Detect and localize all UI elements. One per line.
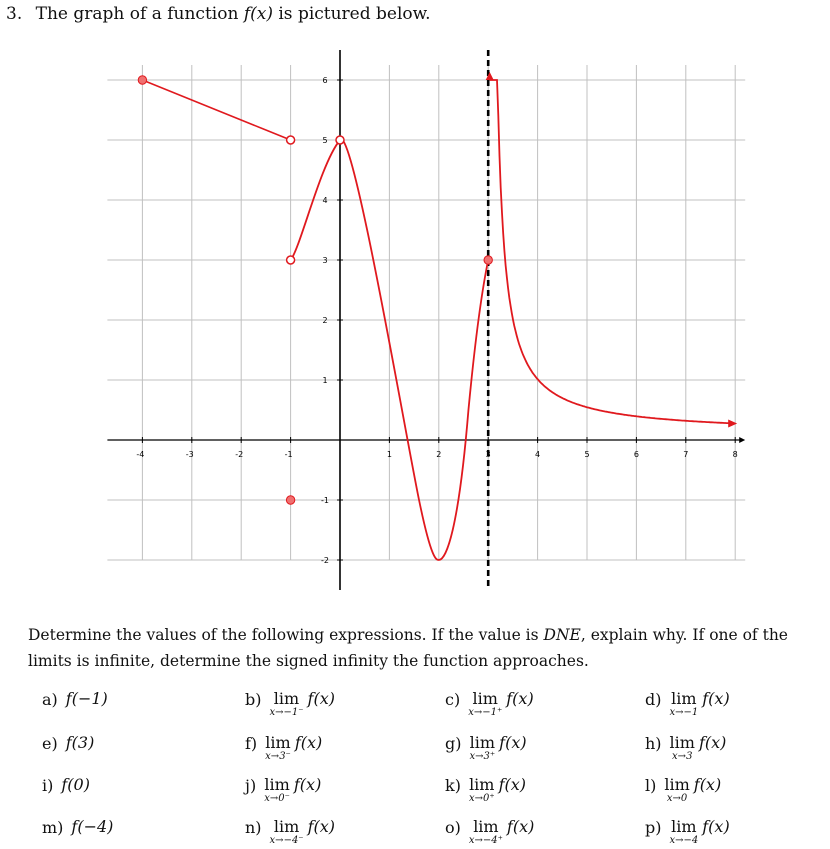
limit-operator (469, 818, 503, 846)
limit-operator (469, 734, 495, 762)
problem-label: l) (645, 776, 657, 795)
limit-subscript: x→−1 (669, 707, 699, 718)
problem-label: e) (42, 734, 58, 753)
x-tick-label: 2 (436, 450, 442, 459)
limit-word: lim (671, 689, 697, 708)
limit-word: lim (469, 775, 495, 794)
arrow-up-head (486, 72, 494, 80)
problem-item (42, 776, 90, 806)
problem-expression: f(0) (61, 775, 90, 794)
open-point (336, 136, 344, 144)
x-tick-label: -2 (235, 450, 244, 459)
limit-subscript: x→3⁻ (265, 751, 291, 762)
y-tick-label: -2 (321, 556, 329, 565)
problem-item (445, 734, 527, 764)
limit-word: lim (265, 733, 291, 752)
segment-left (142, 80, 290, 140)
problem-item (245, 734, 322, 764)
problem-label: m) (42, 818, 64, 837)
problem-label: a) (42, 690, 58, 709)
limit-word: lim (664, 775, 690, 794)
problem-expression: f(x) (294, 733, 323, 752)
limit-subscript: x→0⁺ (468, 793, 495, 804)
limit-subscript: x→−1⁻ (269, 707, 304, 718)
problem-label: p) (645, 818, 662, 837)
problem-expression: f(x) (693, 775, 722, 794)
problem-label: b) (245, 690, 262, 709)
problem-item (645, 776, 721, 806)
limit-word: lim (273, 689, 300, 708)
x-tick-label: -4 (136, 450, 145, 459)
header-text-before: The graph of a function (35, 4, 239, 24)
arrow-right-head (728, 419, 737, 427)
problem-item (445, 818, 534, 848)
x-axis-arrow (739, 437, 745, 443)
closed-point (286, 496, 294, 504)
problem-expression: f(3) (65, 733, 95, 752)
problem-expression: f(−4) (71, 817, 114, 836)
problem-item (645, 734, 726, 764)
problem-item (445, 776, 526, 806)
instructions-dne: DNE (543, 626, 581, 644)
function-graph (0, 40, 830, 600)
problem-label: o) (445, 818, 461, 837)
limit-subscript: x→0 (666, 793, 688, 804)
limit-operator (669, 690, 698, 718)
problem-expression: f(x) (702, 817, 730, 836)
y-tick-label: 3 (322, 256, 328, 265)
problem-item (645, 690, 730, 720)
problem-item (42, 818, 113, 848)
closed-point (484, 256, 492, 264)
limit-word: lim (273, 817, 300, 836)
limit-word: lim (669, 733, 695, 752)
problem-item (42, 690, 108, 720)
problem-item (445, 690, 534, 720)
problem-label: k) (445, 776, 461, 795)
y-tick-label: 4 (322, 196, 328, 205)
limit-subscript: x→−4⁻ (269, 835, 304, 846)
problem-expression: f(x) (506, 817, 535, 836)
problem-label: g) (445, 734, 462, 753)
header-function-name: f(x) (243, 4, 273, 24)
x-tick-label: 7 (683, 450, 689, 459)
problem-label: d) (645, 690, 662, 709)
limit-subscript: x→−1⁺ (468, 707, 503, 718)
instructions (28, 622, 828, 674)
y-tick-label: 2 (322, 316, 328, 325)
limit-operator (264, 776, 290, 804)
limit-operator (469, 776, 495, 804)
closed-point (138, 76, 146, 84)
open-point (287, 136, 295, 144)
x-tick-label: 5 (584, 450, 590, 459)
x-tick-label: -3 (185, 450, 194, 459)
y-tick-label: -1 (321, 496, 329, 505)
limit-word: lim (264, 775, 290, 794)
instructions-text-1: Determine the values of the following expressions. If the value is (28, 626, 539, 644)
limit-operator (664, 776, 689, 804)
problem-expression: f(x) (499, 733, 527, 752)
problem-label: i) (42, 776, 54, 795)
problem-header (6, 4, 431, 24)
x-tick-label: 3 (485, 450, 491, 459)
instructions-text-2: , explain why. If one of the limits is infinite, determine the signed infinity the function approaches. (28, 626, 788, 670)
limit-subscript: x→0⁻ (264, 793, 290, 804)
problem-expression: f(−1) (65, 689, 108, 708)
header-text-after: is pictured below. (278, 4, 431, 24)
y-tick-label: 1 (322, 376, 328, 385)
problem-expression: f(x) (293, 775, 322, 794)
limit-subscript: x→−4⁺ (468, 835, 503, 846)
x-tick-label: 6 (633, 450, 639, 459)
problem-item (245, 818, 335, 848)
x-tick-label: 1 (386, 450, 392, 459)
limit-operator (669, 818, 698, 846)
y-tick-label: 5 (322, 136, 328, 145)
limit-subscript: x→3 (672, 751, 693, 762)
problem-item (42, 734, 94, 764)
curve-right-branch (490, 80, 736, 424)
problem-label: c) (445, 690, 461, 709)
grid-lines (107, 65, 745, 560)
limit-operator (670, 734, 695, 762)
graph-curves (142, 72, 737, 560)
limit-word: lim (473, 817, 499, 836)
problem-expression: f(x) (506, 689, 534, 708)
open-point (287, 256, 295, 264)
x-tick-label: 8 (732, 450, 738, 459)
limit-word: lim (472, 689, 498, 708)
problem-expression: f(x) (702, 689, 730, 708)
limit-operator (270, 818, 304, 846)
x-tick-label: 4 (535, 450, 541, 459)
problem-item (645, 818, 730, 848)
problem-label: n) (245, 818, 262, 837)
problem-expression: f(x) (698, 733, 727, 752)
problem-label: j) (245, 776, 257, 795)
limit-operator (468, 690, 502, 718)
problem-expression: f(x) (307, 689, 335, 708)
problem-expression: f(x) (498, 775, 527, 794)
limit-subscript: x→−4 (669, 835, 699, 846)
problem-expression: f(x) (307, 817, 336, 836)
limit-operator (265, 734, 291, 762)
y-tick-label: 6 (322, 76, 328, 85)
problem-label: f) (245, 734, 258, 753)
limit-word: lim (671, 817, 697, 836)
problem-number: 3. (6, 4, 23, 24)
limit-operator (269, 690, 303, 718)
limit-word: lim (469, 733, 496, 752)
problem-label: h) (645, 734, 662, 753)
limit-subscript: x→3⁺ (469, 751, 496, 762)
problem-item (245, 690, 335, 720)
x-tick-label: -1 (284, 450, 293, 459)
problem-item (245, 776, 321, 806)
